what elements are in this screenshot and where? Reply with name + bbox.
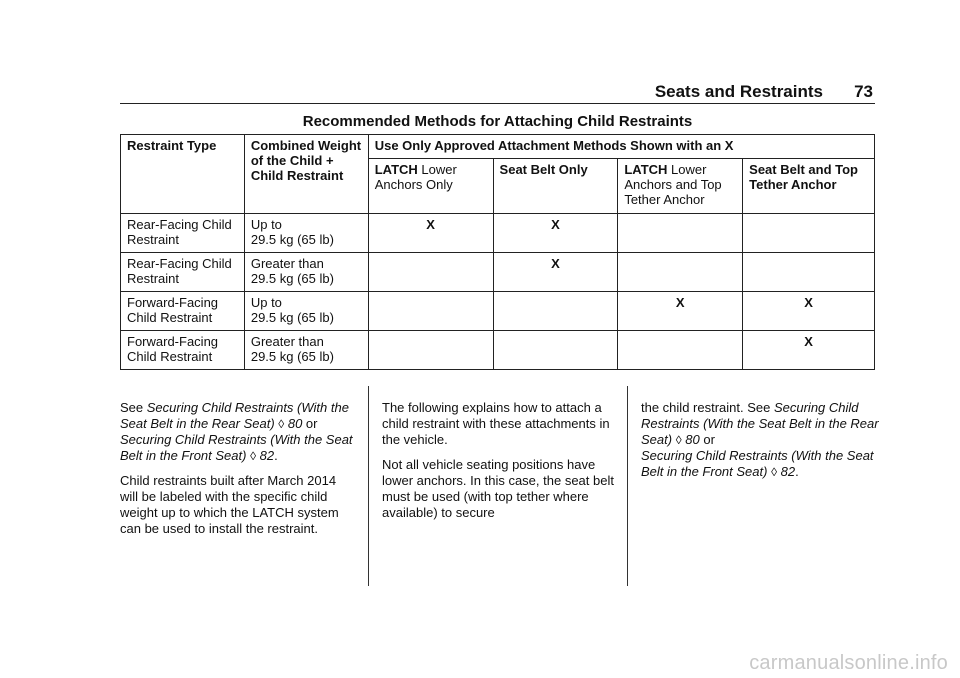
- page-ref-icon: ◊: [675, 433, 682, 447]
- mark-cell: X: [618, 292, 743, 331]
- restraint-type-cell: Rear-Facing Child Restraint: [121, 214, 245, 253]
- header-method-belt-tether: Seat Belt and Top Tether Anchor: [743, 159, 875, 214]
- weight-cell: Up to 29.5 kg (65 lb): [244, 214, 368, 253]
- restraint-type-cell: Forward-Facing Child Restraint: [121, 292, 245, 331]
- section-title: Seats and Restraints: [654, 82, 823, 101]
- table-row: [121, 292, 875, 331]
- watermark: carmanualsonline.info: [749, 652, 948, 674]
- table-row: [121, 331, 875, 370]
- page-ref-icon: ◊: [250, 449, 257, 463]
- paragraph: The following explains how to attach a child restraint with these attachments in the vehicle.: [382, 400, 610, 447]
- mark-cell: X: [743, 292, 875, 331]
- column-divider: [627, 386, 628, 586]
- mark-cell: X: [743, 331, 875, 370]
- header-method-seat-belt: Seat Belt Only: [493, 159, 618, 214]
- table-row: [121, 214, 875, 253]
- table-title: Recommended Methods for Attaching Child Restraints: [302, 113, 693, 130]
- latch-label-paragraph: Child restraints built after March 2014 will be labeled with the specific child weight up to which the LATCH system can be used to install the restraint.: [120, 473, 339, 536]
- mark-cell: [493, 331, 618, 370]
- mark-cell: X: [368, 214, 493, 253]
- cross-ref-link[interactable]: Securing Child Restraints (With the Seat Belt in the Rear Seat): [120, 400, 349, 431]
- weight-cell: Greater than 29.5 kg (65 lb): [244, 331, 368, 370]
- body-column-2: [382, 400, 617, 530]
- mark-cell: [618, 214, 743, 253]
- paragraph: Not all vehicle seating positions have lower anchors. In this case, the seat belt must be used (with top tether where available) to secure: [382, 457, 614, 520]
- attachment-methods-table: [120, 134, 875, 370]
- see-also-paragraph: See Securing Child Restraints (With the Seat Belt in the Rear Seat) ◊ 80 or Securing Child Restraints (With the Seat Belt in the Front Seat) ◊ 82.: [120, 400, 353, 463]
- header-methods-group: Use Only Approved Attachment Methods Shown with an X: [368, 135, 874, 159]
- cross-ref-link[interactable]: Securing Child Restraints (With the Seat Belt in the Front Seat): [120, 432, 353, 463]
- cross-ref-link[interactable]: Securing Child Restraints (With the Seat Belt in the Front Seat): [641, 448, 874, 479]
- mark-cell: X: [493, 214, 618, 253]
- page-ref-icon: ◊: [278, 417, 285, 431]
- mark-cell: [368, 331, 493, 370]
- header-combined-weight: Combined Weight of the Child + Child Restraint: [244, 135, 368, 214]
- restraint-type-cell: Rear-Facing Child Restraint: [121, 253, 245, 292]
- cross-ref-link[interactable]: Securing Child Restraints (With the Seat Belt in the Rear Seat): [641, 400, 879, 447]
- mark-cell: [618, 253, 743, 292]
- mark-cell: [743, 214, 875, 253]
- header-restraint-type: Restraint Type: [121, 135, 245, 214]
- page-ref-icon: ◊: [771, 465, 778, 479]
- weight-cell: Up to 29.5 kg (65 lb): [244, 292, 368, 331]
- table-row: [121, 253, 875, 292]
- mark-cell: [368, 253, 493, 292]
- body-column-3: [641, 400, 881, 489]
- mark-cell: [493, 292, 618, 331]
- body-column-1: [120, 400, 355, 546]
- mark-cell: [618, 331, 743, 370]
- restraint-type-cell: Forward-Facing Child Restraint: [121, 331, 245, 370]
- weight-cell: Greater than 29.5 kg (65 lb): [244, 253, 368, 292]
- mark-cell: [368, 292, 493, 331]
- mark-cell: X: [493, 253, 618, 292]
- page-header: [120, 82, 875, 104]
- header-method-latch-lower: LATCH Lower Anchors Only: [368, 159, 493, 214]
- column-divider: [368, 386, 369, 586]
- see-also-paragraph: the child restraint. See Securing Child Restraints (With the Seat Belt in the Rear Seat) ◊ 80 or Securing Child Restraints (With the Seat Belt in the Front Seat) ◊ 82.: [641, 400, 879, 479]
- page-number: 73: [854, 82, 873, 101]
- header-method-latch-tether: LATCH Lower Anchors and Top Tether Anchor: [618, 159, 743, 214]
- mark-cell: [743, 253, 875, 292]
